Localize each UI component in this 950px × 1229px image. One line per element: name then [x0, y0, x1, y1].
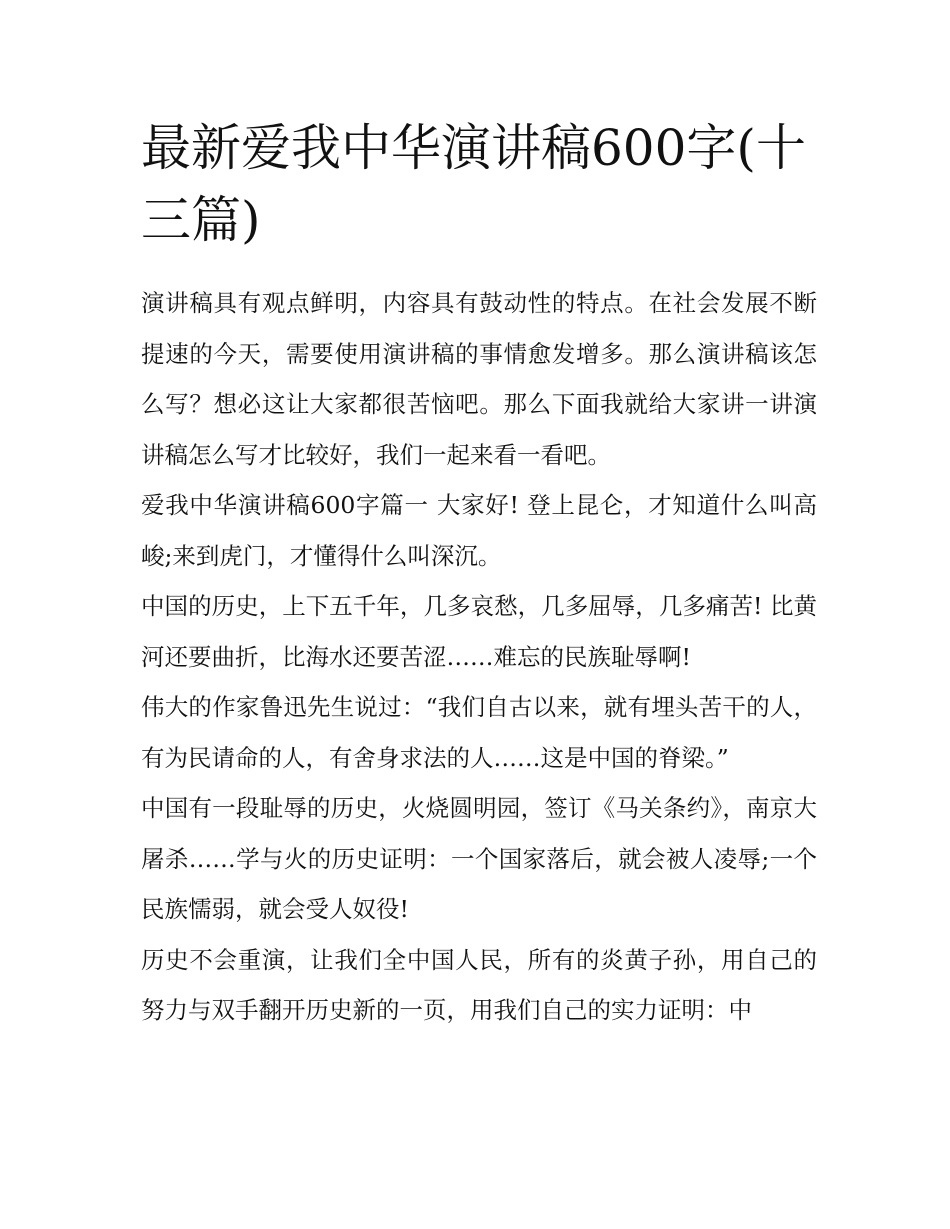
paragraph-future: 历史不会重演，让我们全中国人民，所有的炎黄子孙，用自己的努力与双手翻开历史新的一页，用我们自己的实力证明：中 [141, 945, 817, 1024]
paragraph-lu-xun-quote: 伟大的作家鲁迅先生说过：“我们自古以来，就有埋头苦干的人，有为民请命的人，有舍身求法的人……这是中国的脊梁。” [141, 693, 817, 772]
paragraph-speech-opening: 爱我中华演讲稿600字篇一 大家好! 登上昆仑，才知道什么叫高峻;来到虎门，才懂得什么叫深沉。 [141, 491, 817, 570]
paragraph-humiliation: 中国有一段耻辱的历史，火烧圆明园，签订《马关条约》，南京大屠杀……学与火的历史证明：一个国家落后，就会被人凌辱;一个民族懦弱，就会受人奴役! [141, 794, 817, 923]
document-title: 最新爱我中华演讲稿600字(十三篇) [141, 119, 806, 249]
document-body [141, 112, 817, 1036]
paragraph-history: 中国的历史，上下五千年，几多哀愁，几多屈辱，几多痛苦! 比黄河还要曲折，比海水还要苦涩……难忘的民族耻辱啊! [141, 592, 817, 671]
paragraph-intro: 演讲稿具有观点鲜明，内容具有鼓动性的特点。在社会发展不断提速的今天，需要使用演讲稿的事情愈发增多。那么演讲稿该怎么写？想必这让大家都很苦恼吧。那么下面我就给大家讲一讲演讲稿怎么写才比较好，我们一起来看一看吧。 [141, 289, 817, 469]
